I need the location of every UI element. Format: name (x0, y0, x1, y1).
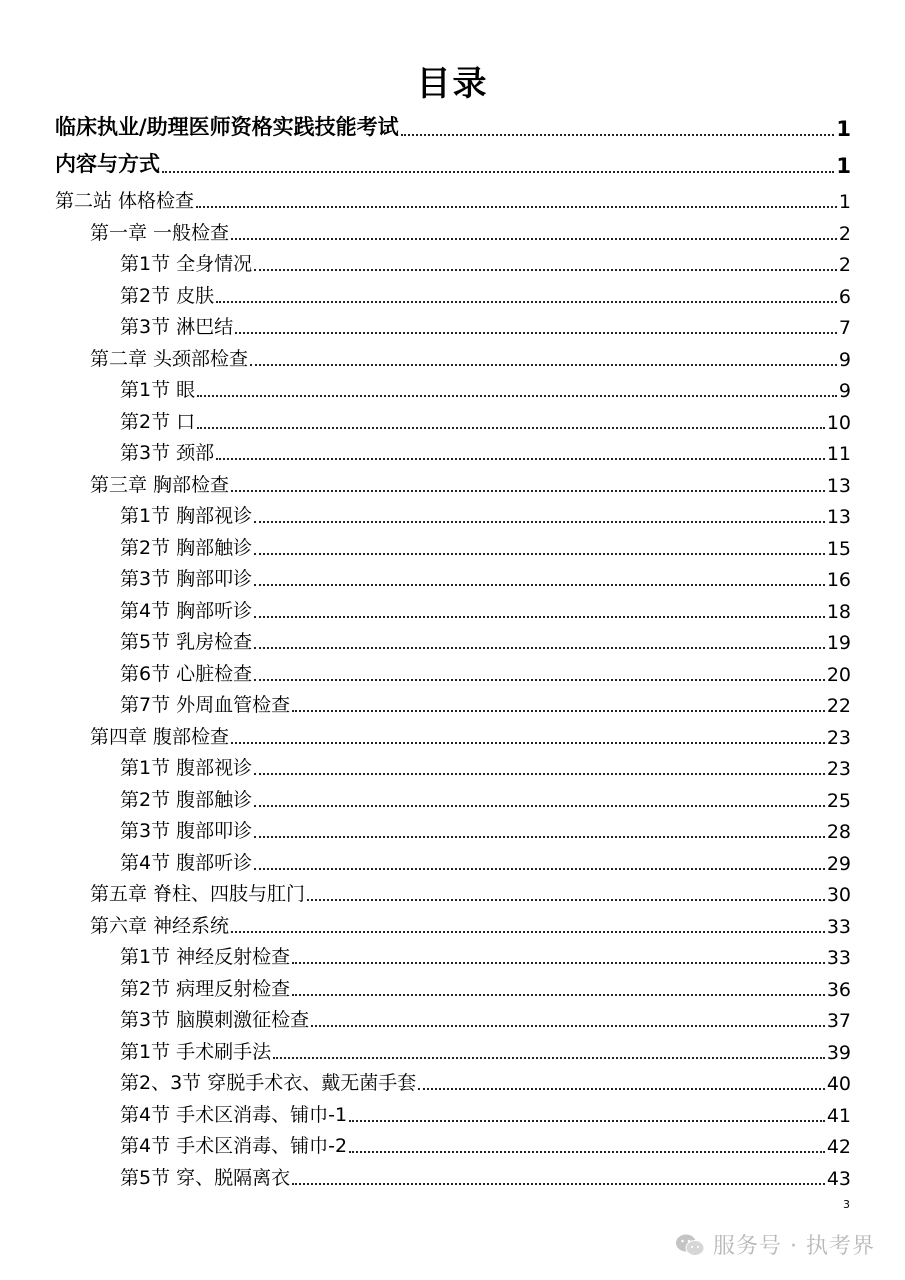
toc-dot-leader (254, 679, 825, 681)
toc-entry-label: 第7节 外周血管检查 (120, 694, 291, 716)
toc-entry-label: 第1节 胸部视诊 (120, 505, 253, 527)
toc-entry-label: 第三章 胸部检查 (90, 473, 230, 496)
wechat-icon (675, 1232, 705, 1258)
watermark (675, 1229, 875, 1260)
toc-entry-page: 18 (826, 600, 851, 623)
toc-dot-leader (216, 458, 825, 460)
toc-dot-leader (307, 899, 825, 901)
toc-entry-label: 第2节 病理反射检查 (120, 977, 291, 1000)
toc-dot-leader (254, 616, 825, 618)
toc-entry-page: 15 (826, 537, 851, 560)
toc-entry-page: 9 (838, 380, 851, 402)
toc-dot-leader (401, 134, 835, 136)
toc-entry[interactable] (120, 250, 851, 276)
toc-entry-page: 29 (826, 852, 851, 875)
toc-entry[interactable] (120, 849, 851, 875)
page-title: 目录 (416, 64, 489, 104)
toc-entry-label: 第六章 神经系统 (90, 914, 230, 937)
toc-entry-page: 1 (838, 191, 851, 213)
toc-dot-leader (254, 553, 825, 555)
toc-entry-page: 40 (826, 1073, 851, 1095)
toc-dot-leader (162, 171, 834, 173)
toc-entry[interactable] (120, 1101, 851, 1127)
toc-entry-label: 第4节 手术区消毒、铺巾-1 (120, 1103, 348, 1126)
toc-entry[interactable] (55, 150, 851, 178)
toc-entry-page: 39 (826, 1041, 851, 1064)
toc-entry-page: 20 (826, 663, 851, 686)
toc-entry[interactable] (120, 439, 851, 465)
toc-entry[interactable] (120, 282, 851, 308)
toc-entry-label: 内容与方式 (55, 152, 160, 176)
toc-entry[interactable] (120, 786, 851, 812)
toc-entry[interactable] (55, 113, 851, 141)
toc-entry-page: 13 (826, 506, 851, 528)
toc-entry-page: 33 (826, 915, 851, 938)
toc-entry-label: 第1节 腹部视诊 (120, 757, 253, 779)
toc-entry-label: 第一章 一般检查 (90, 221, 230, 244)
toc-dot-leader (292, 962, 825, 964)
toc-dot-leader (254, 805, 825, 807)
toc-entry-page: 9 (838, 348, 851, 371)
toc-entry-label: 第3节 淋巴结 (120, 316, 234, 338)
toc-dot-leader (254, 521, 825, 523)
toc-entry[interactable] (90, 345, 851, 371)
toc-entry-page: 7 (838, 317, 851, 339)
toc-entry[interactable] (90, 471, 851, 497)
toc-entry[interactable] (90, 219, 851, 245)
toc-entry-page: 23 (826, 758, 851, 780)
toc-dot-leader (196, 206, 837, 208)
toc-dot-leader (254, 584, 825, 586)
toc-entry-label: 第4节 手术区消毒、铺巾-2 (120, 1135, 348, 1157)
toc-entry[interactable] (120, 628, 851, 654)
toc-entry-label: 第3节 颈部 (120, 442, 215, 464)
toc-dot-leader (197, 395, 837, 397)
toc-dot-leader (254, 269, 837, 271)
toc-dot-leader (254, 647, 825, 649)
toc-entry-page: 25 (826, 789, 851, 812)
toc-dot-leader (254, 868, 825, 870)
toc-dot-leader (273, 1057, 825, 1059)
toc-entry-page: 2 (838, 222, 851, 245)
toc-dot-leader (231, 742, 825, 744)
toc-entry-label: 第2节 口 (120, 410, 196, 433)
toc-entry[interactable] (120, 597, 851, 623)
toc-entry-page: 16 (826, 569, 851, 591)
toc-entry[interactable] (120, 1006, 851, 1032)
toc-entry-page: 22 (826, 695, 851, 717)
toc-entry[interactable] (120, 691, 851, 717)
page-number: 3 (843, 1198, 850, 1211)
toc-entry-page: 6 (838, 285, 851, 308)
toc-entry[interactable] (120, 534, 851, 560)
toc-entry[interactable] (120, 565, 851, 591)
toc-entry-page: 10 (826, 411, 851, 434)
toc-entry-label: 第二站 体格检查 (55, 190, 195, 212)
toc-entry-page: 37 (826, 1010, 851, 1032)
toc-entry[interactable] (120, 376, 851, 402)
toc-entry-page: 43 (826, 1167, 851, 1190)
toc-entry[interactable] (120, 754, 851, 780)
toc-entry-page: 19 (826, 632, 851, 654)
toc-entry[interactable] (120, 817, 851, 843)
toc-dot-leader (349, 1151, 825, 1153)
toc-dot-leader (250, 364, 837, 366)
toc-entry-page: 33 (826, 947, 851, 969)
toc-entry-label: 第4节 腹部听诊 (120, 851, 253, 874)
toc-entry-page: 11 (826, 443, 851, 465)
toc-dot-leader (349, 1120, 825, 1122)
toc-entry-page: 36 (826, 978, 851, 1001)
toc-entry-label: 第2节 皮肤 (120, 284, 215, 307)
toc-entry[interactable] (55, 187, 851, 213)
toc-entry[interactable] (120, 943, 851, 969)
toc-entry[interactable] (90, 880, 851, 906)
toc-entry[interactable] (120, 313, 851, 339)
toc-dot-leader (254, 836, 825, 838)
toc-entry-page: 28 (826, 821, 851, 843)
toc-dot-leader (197, 427, 825, 429)
toc-dot-leader (254, 773, 825, 775)
toc-entry-label: 第3节 腹部叩诊 (120, 820, 253, 842)
toc-entry-page: 1 (836, 117, 851, 141)
toc-dot-leader (292, 994, 825, 996)
toc-entry-page: 42 (826, 1136, 851, 1158)
toc-dot-leader (216, 301, 837, 303)
toc-entry[interactable] (120, 408, 851, 434)
toc-entry-label: 第1节 神经反射检查 (120, 946, 291, 968)
toc-dot-leader (231, 490, 825, 492)
toc-entry-page: 1 (836, 154, 851, 178)
toc-entry[interactable] (90, 912, 851, 938)
toc-dot-leader (235, 332, 837, 334)
toc-entry-label: 第2、3节 穿脱手术衣、戴无菌手套 (120, 1072, 417, 1094)
toc-entry-label: 第3节 胸部叩诊 (120, 568, 253, 590)
toc-entry-page: 23 (826, 726, 851, 749)
toc-entry[interactable] (120, 1164, 851, 1190)
toc-entry-label: 第4节 胸部听诊 (120, 599, 253, 622)
toc-entry[interactable] (120, 660, 851, 686)
toc-entry-label: 第四章 腹部检查 (90, 725, 230, 748)
toc-dot-leader (231, 931, 825, 933)
toc-entry[interactable] (120, 1069, 851, 1095)
toc-entry-label: 临床执业/助理医师资格实践技能考试 (55, 115, 399, 139)
toc-dot-leader (311, 1025, 825, 1027)
toc-dot-leader (418, 1088, 825, 1090)
toc-entry-label: 第6节 心脏检查 (120, 662, 253, 685)
toc-entry-page: 2 (838, 254, 851, 276)
toc-entry-label: 第5节 穿、脱隔离衣 (120, 1166, 291, 1189)
toc-entry-page: 13 (826, 474, 851, 497)
toc-entry[interactable] (120, 1132, 851, 1158)
toc-entry-label: 第1节 眼 (120, 379, 196, 401)
toc-entry[interactable] (120, 502, 851, 528)
toc-dot-leader (292, 1183, 825, 1185)
toc-dot-leader (292, 710, 825, 712)
toc-entry-page: 41 (826, 1104, 851, 1127)
watermark-text: 服务号 · 执考界 (713, 1234, 875, 1259)
toc-entry-label: 第1节 手术刷手法 (120, 1040, 272, 1063)
toc-entry-label: 第二章 头颈部检查 (90, 347, 249, 370)
toc-entry-label: 第5节 乳房检查 (120, 631, 253, 653)
toc-entry-label: 第2节 腹部触诊 (120, 788, 253, 811)
toc-entry[interactable] (120, 1038, 851, 1064)
toc-entry[interactable] (90, 723, 851, 749)
toc-entry-page: 30 (826, 884, 851, 906)
toc-entry[interactable] (120, 975, 851, 1001)
toc-entry-label: 第2节 胸部触诊 (120, 536, 253, 559)
toc-dot-leader (231, 238, 837, 240)
toc-entry-label: 第五章 脊柱、四肢与肛门 (90, 883, 306, 905)
toc-entry-label: 第3节 脑膜刺激征检查 (120, 1009, 310, 1031)
toc-entry-label: 第1节 全身情况 (120, 253, 253, 275)
